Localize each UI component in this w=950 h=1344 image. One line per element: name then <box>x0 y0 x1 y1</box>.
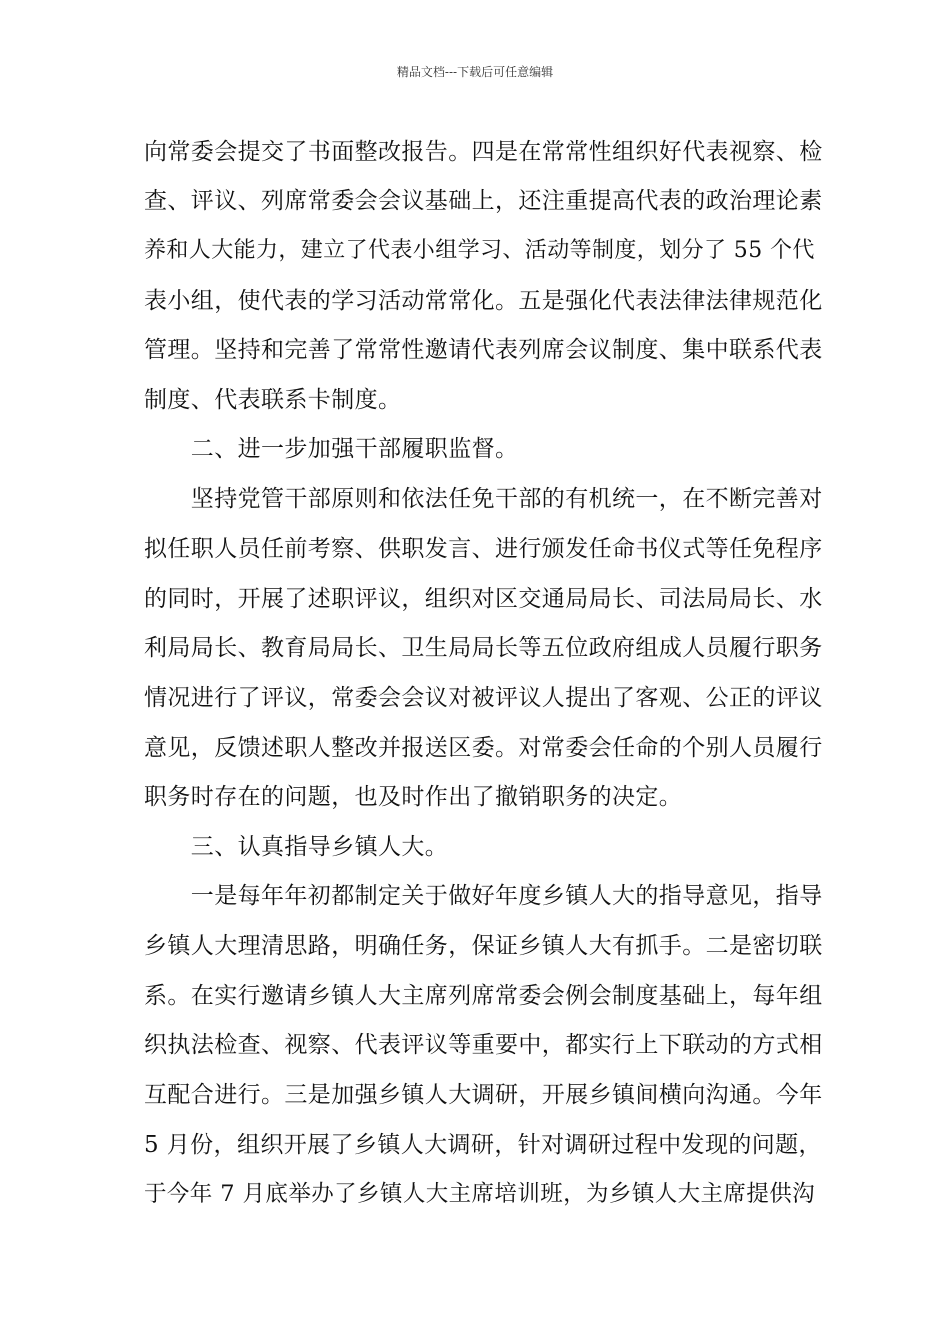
text-line: 查、评议、列席常委会会议基础上，还注重提高代表的政治理论素 <box>144 188 823 214</box>
text-line: 的同时，开展了述职评议，组织对区交通局局长、司法局局长、水 <box>144 586 823 612</box>
text-line: 织执法检查、视察、代表评议等重要中，都实行上下联动的方式相 <box>144 1032 823 1058</box>
text-line: 养和人大能力，建立了代表小组学习、活动等制度，划分了 55 个代 <box>144 238 815 263</box>
text-line: 一是每年年初都制定关于做好年度乡镇人大的指导意见，指导 <box>144 883 823 909</box>
text-line: 5 月份，组织开展了乡镇人大调研，针对调研过程中发现的问题， <box>144 1132 822 1158</box>
section-heading: 二、进一步加强干部履职监督。 <box>144 436 519 462</box>
text-line: 职务时存在的问题，也及时作出了撤销职务的决定。 <box>144 784 683 810</box>
text-line: 于今年 7 月底举办了乡镇人大主席培训班，为乡镇人大主席提供沟 <box>144 1181 816 1207</box>
text-line: 拟任职人员任前考察、供职发言、进行颁发任命书仪式等任免程序 <box>144 536 823 562</box>
text-line: 向常委会提交了书面整改报告。四是在常常性组织好代表视察、检 <box>144 139 823 165</box>
text-line: 系。在实行邀请乡镇人大主席列席常委会例会制度基础上，每年组 <box>144 983 823 1009</box>
text-line: 表小组，使代表的学习活动常常化。五是强化代表法律法律规范化 <box>144 288 823 314</box>
text-line: 坚持党管干部原则和依法任免干部的有机统一，在不断完善对 <box>144 486 823 512</box>
text-line: 互配合进行。三是加强乡镇人大调研，开展乡镇间横向沟通。今年 <box>144 1082 823 1108</box>
section-heading: 三、认真指导乡镇人大。 <box>144 834 449 860</box>
text-line: 乡镇人大理清思路，明确任务，保证乡镇人大有抓手。二是密切联 <box>144 933 823 959</box>
text-line: 意见，反馈述职人整改并报送区委。对常委会任命的个别人员履行 <box>144 735 823 761</box>
text-line: 制度、代表联系卡制度。 <box>144 387 402 413</box>
page-header: 精品文档---下载后可任意编辑 <box>396 65 554 79</box>
text-line: 情况进行了评议，常委会会议对被评议人提出了客观、公正的评议 <box>144 685 823 711</box>
text-line: 管理。坚持和完善了常常性邀请代表列席会议制度、集中联系代表 <box>144 337 823 363</box>
text-line: 利局局长、教育局局长、卫生局局长等五位政府组成人员履行职务 <box>144 635 823 661</box>
